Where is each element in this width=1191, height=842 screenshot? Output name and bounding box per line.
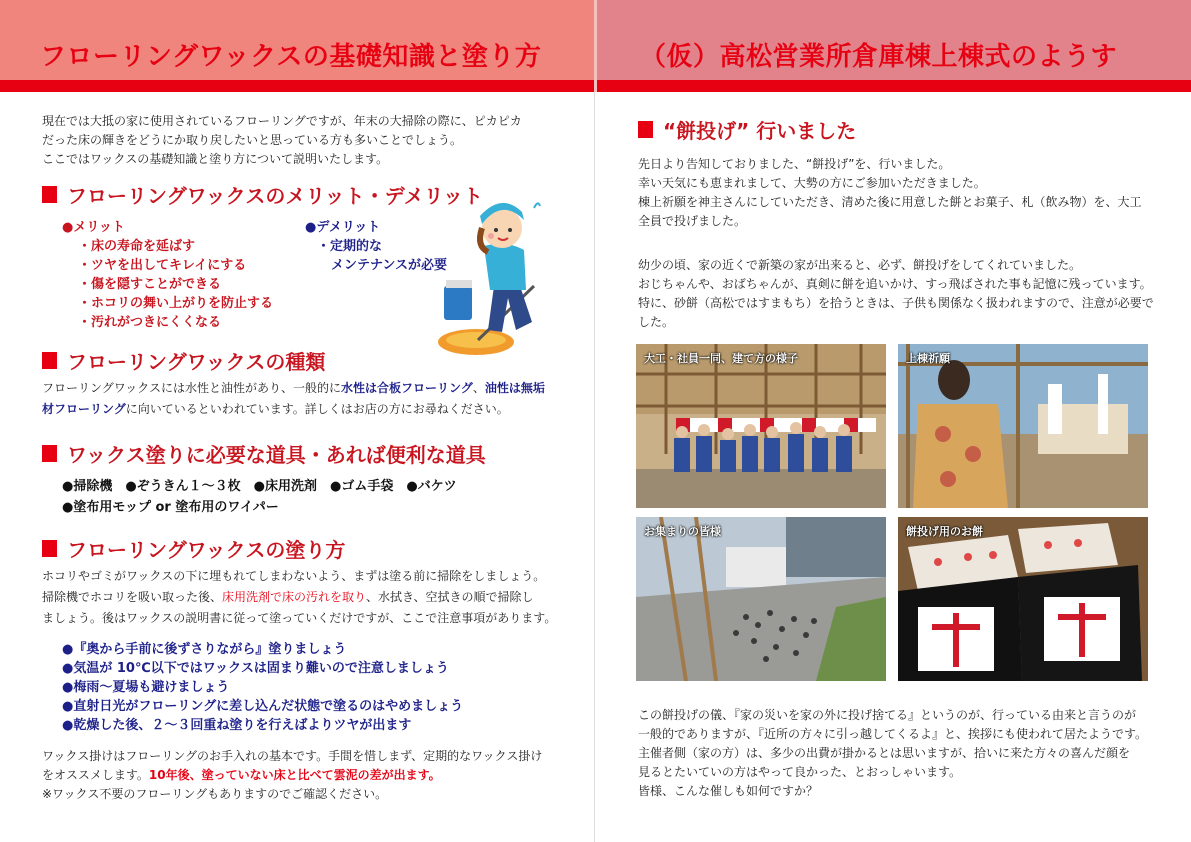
- howto-heading: フローリングワックスの塗り方: [42, 534, 345, 563]
- cleaning-woman-illustration: [436, 190, 554, 362]
- demerit-list: ●デメリット ・定期的な メンテナンスが必要: [305, 220, 447, 273]
- intro-text: 現在では大抵の家に使用されているフローリングですが、年末の大掃除の際に、ピカピカ だった床の輝きをどうにか取り戻したいと思っている方も多いことでしょう。 ここではワックスの基礎知識と塗り方について説明いたします。: [42, 114, 522, 166]
- page-divider: [594, 92, 595, 842]
- merit-list: ●メリット ・床の寿命を延ばす ・ツヤを出してキレイにする ・傷を隠すことができる ・ホコリの舞い上がりを防止する ・汚れがつきにくくなる: [62, 220, 274, 330]
- tools-heading: ワックス塗りに必要な道具・あれば便利な道具: [42, 439, 486, 468]
- outro-text: ワックス掛けはフローリングのお手入れの基本です。手間を惜しまず、定期的なワックス掛け をオススメします。10年後、塗っていない床と比べて雲泥の差が出ます。 ※ワックス不要のフローリングもありますのでご確認ください。: [42, 749, 543, 801]
- square-bullet-icon: [638, 121, 653, 138]
- howto-text: ホコリやゴミがワックスの下に埋もれてしまわないよう、まずは塗る前に掃除をしましょう。 掃除機でホコリを吸い取った後、床用洗剤で床の汚れを取り、水拭き、空拭きの順で掃除し ましょう。後はワックスの説明書に従って塗っていくだけですが、ここで注意事項があります。: [42, 569, 557, 625]
- tip-item: ●『奥から手前に後ずさりながら』塗りましょう: [62, 642, 347, 657]
- left-page-title: フローリングワックスの基礎知識と塗り方: [40, 42, 542, 72]
- photo-prayer: [898, 344, 1148, 508]
- photo-caption: 餅投げ用のお餅: [906, 525, 983, 538]
- photo-carpenters: [636, 344, 886, 508]
- tools-list: ●掃除機 ●ぞうきん１～３枚 ●床用洗剤 ●ゴム手袋 ●バケツ ●塗布用モップ or 塗布用のワイパー: [62, 479, 457, 515]
- photo-crowd: [636, 517, 886, 681]
- howto-tips: [62, 640, 463, 735]
- header-divider: [594, 0, 597, 92]
- tip-item: ●梅雨～夏場も避けましょう: [62, 680, 230, 695]
- left-header-stripe: [0, 80, 594, 92]
- photo-mochi-boxes: [898, 517, 1148, 681]
- square-bullet-icon: [42, 186, 57, 203]
- tip-item: ●直射日光がフローリングに差し込んだ状態で塗るのはやめましょう: [62, 699, 464, 714]
- mochi-para-1: 先日より告知しておりました、“餅投げ”を、行いました。 幸い天気にも恵まれまして、大勢の方にご参加いただきました。 棟上祈願を神主さんにしていただき、清めた後に用意した餅とお菓子、札（飲み物）を、大工 全員で投げました。: [638, 157, 1142, 228]
- tip-item: ●乾燥した後、２～３回重ね塗りを行えばよりツヤが出ます: [62, 718, 412, 733]
- square-bullet-icon: [42, 352, 57, 369]
- mochi-para-3: この餅投げの儀、『家の災いを家の外に投げ捨てる』というのが、行っている由来と言うのが 一般的でありますが、『近所の方々に引っ越してくるよ』と、挨拶にも使われて居たようです。 主催者側（家の方）は、多少の出費が掛かるとは思いますが、拾いに来た方々の喜んだ顔を 見るとたいていの方はやって良かった、とおっしゃいます。 皆様、こんな催しも如何ですか？: [638, 708, 1148, 798]
- merit-heading: フローリングワックスのメリット・デメリット: [42, 180, 483, 209]
- mochi-para-2: 幼少の頃、家の近くで新築の家が出来ると、必ず、餅投げをしてくれていました。 おじちゃんや、おばちゃんが、真剣に餅を追いかけ、すっ飛ばされた事も記憶に残っています。 特に、砂餅（高松ではすまもち）を拾うときは、子供も関係なく扱われますので、注意が必要で した。: [638, 258, 1154, 329]
- photo-caption: 大工・社員一同、建て方の様子: [644, 352, 798, 365]
- mochi-heading: “餅投げ” 行いました: [638, 115, 856, 144]
- square-bullet-icon: [42, 445, 57, 462]
- photo-caption: お集まりの皆様: [644, 525, 721, 538]
- photo-caption: 上棟祈願: [906, 352, 950, 365]
- tip-item: ●気温が 10℃以下ではワックスは固まり難いので注意しましょう: [62, 661, 449, 676]
- square-bullet-icon: [42, 540, 57, 557]
- right-page-title: （仮）高松営業所倉庫棟上棟式のようす: [640, 42, 1118, 72]
- types-text: フローリングワックスには水性と油性があり、一般的に水性は合板フローリング、油性は無垢 材フローリングに向いているといわれています。詳しくはお店の方にお尋ねください。: [42, 381, 545, 416]
- right-header-stripe: [597, 80, 1191, 92]
- types-heading: フローリングワックスの種類: [42, 346, 325, 375]
